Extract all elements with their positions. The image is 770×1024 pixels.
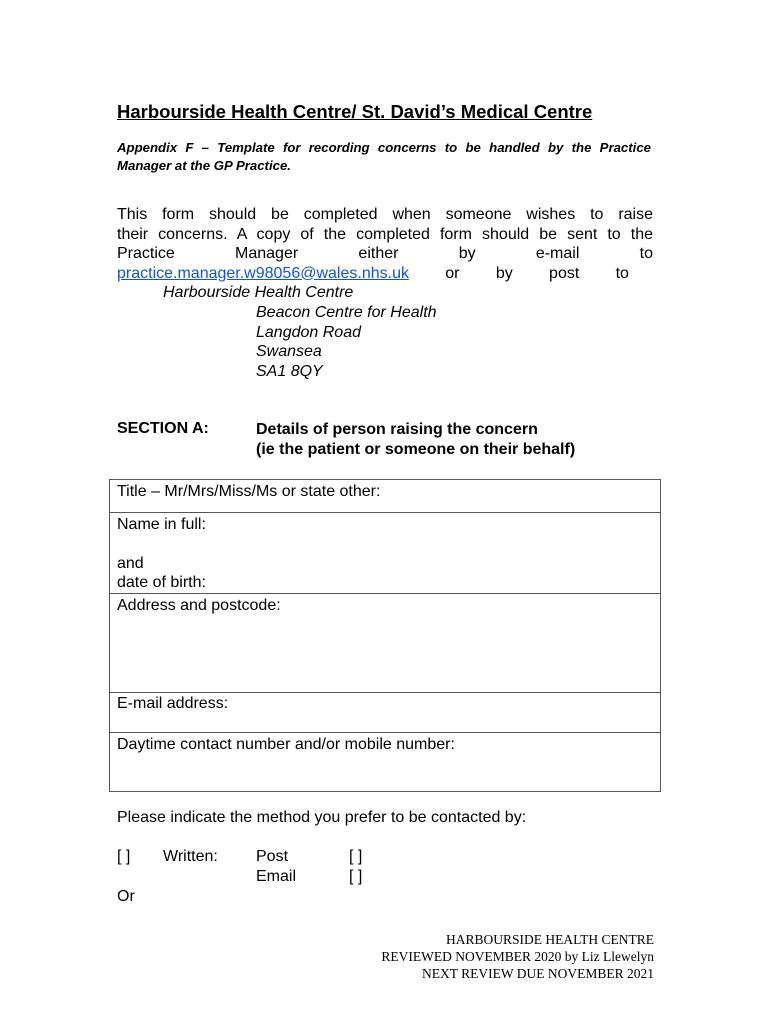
written-checkbox[interactable]: [ ] <box>117 848 131 865</box>
form-row-phone[interactable] <box>110 732 661 791</box>
page-title: Harbourside Health Centre/ St. David’s Medical Centre <box>117 101 593 122</box>
intro-word: Manager <box>235 245 299 262</box>
section-a-heading <box>256 420 575 460</box>
address-field-label: Address and postcode: <box>117 596 281 614</box>
phone-field-label: Daytime contact number and/or mobile number: <box>117 735 455 753</box>
footer-line-3: NEXT REVIEW DUE NOVEMBER 2021 <box>422 966 654 981</box>
address-line-2: Beacon Centre for Health <box>256 304 437 321</box>
intro-line-3 <box>117 244 653 264</box>
intro-word: e-mail <box>535 245 580 262</box>
address-line-3: Langdon Road <box>256 324 361 341</box>
contact-method-prompt: Please indicate the method you prefer to be contacted by: <box>117 809 527 826</box>
email-field-label: E-mail address: <box>117 694 229 712</box>
email-link[interactable]: practice.manager.w98056@wales.nhs.uk <box>117 264 409 282</box>
intro-word: to <box>639 245 653 262</box>
footer-line-2: REVIEWED NOVEMBER 2020 by Liz Llewelyn <box>381 949 654 964</box>
post-label: Post <box>256 848 289 865</box>
intro-word: by <box>495 264 513 282</box>
footer-line-1: HARBOURSIDE HEALTH CENTRE <box>445 932 654 947</box>
or-label: Or <box>117 888 135 905</box>
intro-word: by <box>458 245 476 262</box>
intro-word: to <box>615 264 629 282</box>
intro-word: Practice <box>117 245 175 262</box>
intro-line-2: their concerns. A copy of the completed form should be sent to the <box>117 225 653 243</box>
form-row-name[interactable] <box>110 513 661 594</box>
page-footer <box>381 931 654 982</box>
title-field-label: Title – Mr/Mrs/Miss/Ms or state other: <box>117 483 381 500</box>
and-label: and <box>117 554 144 572</box>
intro-word: either <box>358 245 399 262</box>
section-a-heading-line-1: Details of person raising the concern <box>256 421 538 438</box>
intro-line-4 <box>117 264 629 284</box>
form-row-email[interactable] <box>110 692 661 732</box>
details-form-table <box>109 479 661 792</box>
section-a-label: SECTION A: <box>117 420 209 437</box>
written-label: Written: <box>163 848 218 865</box>
address-line-1: Harbourside Health Centre <box>163 284 354 301</box>
address-line-5: SA1 8QY <box>256 363 323 380</box>
intro-line-1: This form should be completed when someone wishes to raise <box>117 206 653 223</box>
appendix-heading: Appendix F – Template for recording concerns to be handled by the Practice Manager at the GP Practice. <box>117 140 651 173</box>
intro-word: post <box>549 264 580 282</box>
email-checkbox[interactable]: [ ] <box>349 868 363 885</box>
intro-paragraph <box>117 205 653 283</box>
name-field-label: Name in full: <box>117 516 206 533</box>
email-label: Email <box>256 868 297 885</box>
intro-word: or <box>445 264 460 282</box>
form-row-address[interactable] <box>110 593 661 692</box>
form-row-title[interactable] <box>110 480 661 513</box>
address-line-4: Swansea <box>256 343 322 360</box>
dob-field-label: date of birth: <box>117 574 206 591</box>
post-checkbox[interactable]: [ ] <box>349 848 363 865</box>
section-a-heading-line-2: (ie the patient or someone on their behalf) <box>256 440 576 458</box>
